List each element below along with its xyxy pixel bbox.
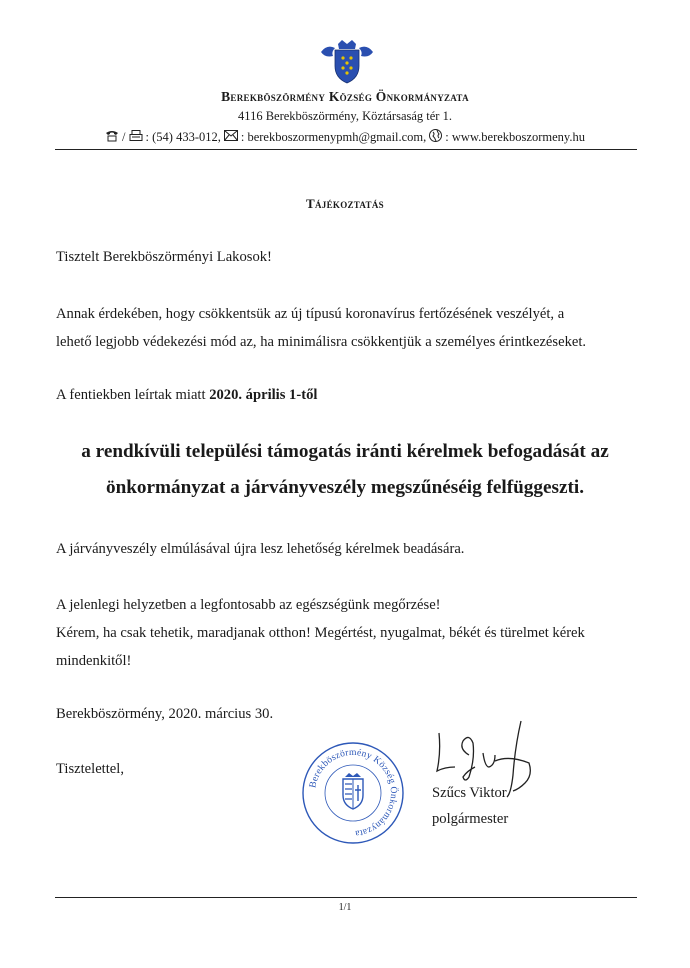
signer-name: Szűcs Viktor — [432, 785, 507, 801]
official-seal — [301, 741, 405, 845]
regards: Tisztelettel, — [56, 761, 124, 777]
seal-crest-icon — [343, 773, 363, 809]
announcement — [40, 434, 650, 506]
svg-text:Berekböszörmény Község Önkormá — [307, 747, 400, 839]
header-divider — [55, 149, 637, 150]
closing-line-2: Kérem, ha csak tehetik, maradjanak otthon! Megértést, nyugalmat, békét és türelmet kérek — [56, 625, 585, 641]
footer-divider — [55, 897, 637, 898]
page-number: 1/1 — [338, 902, 352, 913]
coat-of-arms-icon — [317, 40, 377, 84]
globe-icon — [429, 129, 442, 146]
date-intro-prefix: A fentiekben leírtak miatt — [56, 387, 210, 403]
effective-date: 2020. április 1-től — [209, 387, 318, 403]
date-intro — [56, 381, 636, 409]
fax-icon — [129, 130, 143, 146]
place-and-date: Berekböszörmény, 2020. március 30. — [56, 706, 274, 722]
envelope-icon — [224, 130, 238, 145]
seal-text: Berekböszörmény Község Önkormányzata — [307, 746, 400, 839]
closing-paragraph — [56, 591, 636, 675]
closing-line-1: A jelenlegi helyzetben a legfontosabb az egészségünk megőrzése! — [56, 597, 441, 613]
signer-role: polgármester — [432, 811, 509, 827]
closing-line-3: mindenkitől! — [56, 653, 132, 669]
contact-line: / : (54) 433-012, : berekboszormenypmh@gmail.com, : www.berekboszormeny.hu — [0, 129, 690, 146]
email-address: : berekboszormenypmh@gmail.com, — [240, 130, 427, 144]
announcement-line-1: a rendkívüli települési támogatás iránti kérelmek befogadását az — [81, 441, 609, 462]
intro-line-1: Annak érdekében, hogy csökkentsük az új típusú koronavírus fertőzésének veszélyét, a — [56, 306, 565, 322]
phone-number: : (54) 433-012, — [145, 130, 221, 144]
intro-line-2: lehető legjobb védekezési mód az, ha minimálisra csökkentjük a személyes érintkezéseket. — [56, 334, 587, 350]
organization-address: 4116 Berekböszörmény, Köztársaság tér 1. — [238, 109, 452, 123]
document-title: Tájékoztatás — [306, 196, 384, 211]
announcement-line-2: önkormányzat a járványveszély megszűnéséig felfüggeszti. — [105, 477, 584, 498]
intro-paragraph — [56, 300, 636, 356]
phone-icon — [105, 130, 119, 146]
greeting: Tisztelt Berekböszörményi Lakosok! — [56, 249, 272, 265]
website-address: : www.berekboszormeny.hu — [445, 130, 585, 144]
organization-name: Berekböszörmény Község Önkormányzata — [221, 89, 469, 104]
resume-note: A járványveszély elmúlásával újra lesz lehetőség kérelmek beadására. — [56, 541, 465, 557]
